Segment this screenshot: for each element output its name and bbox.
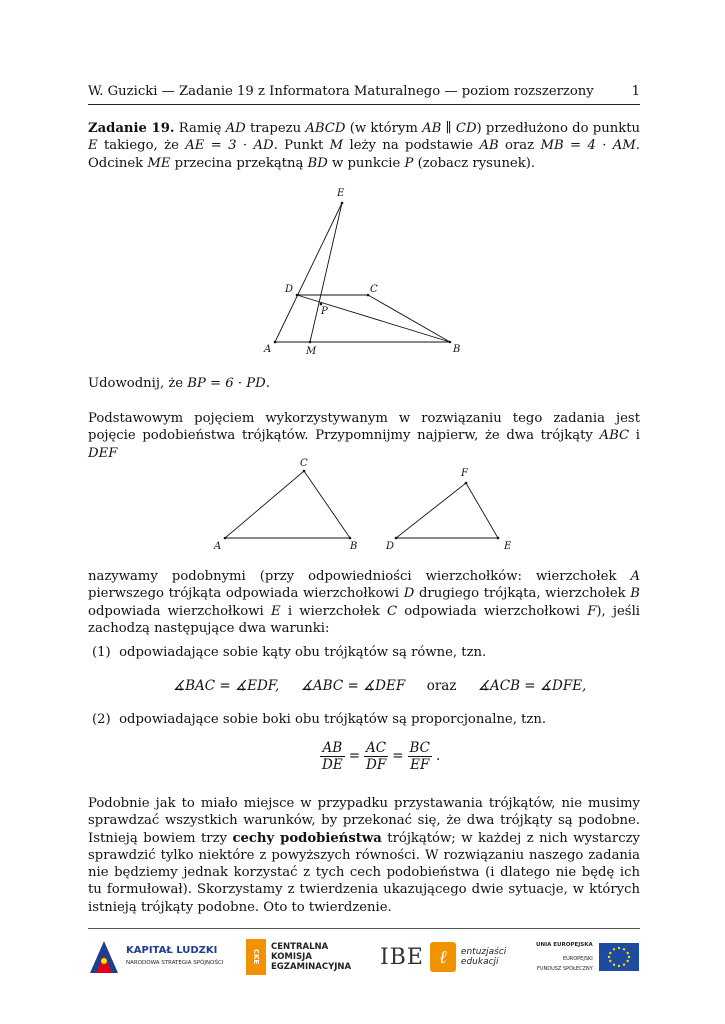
- task-label: Zadanie 19.: [88, 121, 175, 136]
- prove-end: .: [265, 376, 270, 391]
- task-text: . Odcinek: [88, 138, 640, 171]
- task-text: przecina przekątną: [170, 155, 308, 171]
- ratios-formula: [316, 740, 440, 773]
- fraction-bc-ef: [408, 740, 433, 773]
- math-bd: BD: [307, 155, 328, 171]
- closing-paragraph: [88, 795, 640, 916]
- task-text: w punkcie: [327, 155, 405, 171]
- point-p: [320, 303, 323, 306]
- closing-bold-term: cechy podobieństwa: [232, 830, 382, 846]
- condition-1: [92, 645, 486, 660]
- header-rule: [88, 104, 640, 105]
- point-f2: [465, 482, 468, 485]
- point-a: [274, 341, 277, 344]
- task-text: takiego, że: [97, 138, 186, 154]
- kapital-ludzki-logo: [88, 938, 223, 976]
- eu-line-2: EUROPEJSKI: [562, 956, 593, 962]
- entuzjasci-icon: ℓ: [430, 942, 456, 972]
- kapital-ludzki-subtitle: NARODOWA STRATEGIA SPÓJNOŚCI: [126, 960, 224, 966]
- math-mb-equation: MB = 4 · AM: [540, 138, 636, 154]
- task-statement: [88, 120, 640, 172]
- fraction-denominator: DE: [322, 757, 343, 773]
- definition-text: odpowiada wierzchołkowi: [397, 603, 588, 619]
- label-b2: B: [350, 541, 358, 552]
- cke-line-2: KOMISJA: [271, 952, 312, 962]
- equals-sign: =: [348, 748, 360, 764]
- math-e: E: [270, 603, 281, 619]
- eu-logo: [536, 938, 639, 976]
- closing-text: trójkątów; w każdej z nich wystarczy sprawdzić tylko niektóre z powyższych równości. W rozwiązaniu naszego zadania nie będziemy jednak korzystać z tych cech podobieństwa (i dlatego nie będę ich tu formułował). Skorzystamy z twierdzenia ukazującego dwie sytuacje, w których istnieją trójkąty podobne. Oto to twierdzenie.: [88, 830, 641, 915]
- definition-paragraph: [88, 568, 640, 637]
- label-d: D: [285, 284, 294, 295]
- angles-formula: [173, 678, 586, 694]
- label-e2: E: [504, 541, 512, 552]
- segment-cb: [368, 295, 450, 342]
- task-text: ) przedłużono do punktu: [476, 121, 640, 136]
- equals-sign: =: [392, 748, 404, 764]
- math-f: F: [587, 603, 597, 619]
- intro-text: i: [629, 428, 640, 444]
- segment-me: [310, 203, 342, 342]
- definition-text: ), jeśli zachodzą następujące dwa warunki:: [88, 603, 641, 636]
- task-text: oraz: [498, 138, 541, 154]
- math-e: E: [88, 138, 98, 154]
- ibe-wordmark: IBE: [380, 944, 424, 970]
- condition-text: odpowiadające sobie kąty obu trójkątów są równe, tzn.: [119, 645, 487, 660]
- math-ab-parallel-cd: AB ∥ CD: [422, 121, 477, 136]
- kapital-ludzki-title: KAPITAŁ LUDZKI: [126, 945, 218, 956]
- prove-formula: BP = 6 · PD: [187, 376, 266, 391]
- eu-flag-icon: [599, 943, 639, 971]
- eu-line-3: FUNDUSZ SPOŁECZNY: [536, 966, 593, 972]
- point-m: [309, 341, 312, 344]
- math-abc: ABC: [599, 428, 630, 444]
- point-d: [296, 294, 299, 297]
- math-d: D: [403, 586, 415, 602]
- point-b: [449, 341, 452, 344]
- angle-eq-2: ∡ABC = ∡DEF: [300, 678, 406, 694]
- math-b: B: [630, 586, 640, 602]
- label-a2: A: [214, 541, 222, 552]
- footer-rule: [88, 928, 640, 929]
- fraction-numerator: AC: [364, 740, 388, 757]
- cke-logo: [246, 938, 351, 976]
- fraction-ac-df: [364, 740, 388, 773]
- triangles-figure: [205, 452, 525, 557]
- eu-line-1: UNIA EUROPEJSKA: [536, 942, 593, 948]
- header-title: W. Guzicki — Zadanie 19 z Informatora Maturalnego — poziom rozszerzony: [88, 84, 594, 99]
- condition-2: [92, 712, 546, 727]
- point-b2: [349, 537, 352, 540]
- fraction-numerator: BC: [409, 740, 431, 756]
- task-text: leży na podstawie: [343, 138, 480, 154]
- fraction-denominator: EF: [410, 757, 430, 773]
- kapital-ludzki-icon: [88, 939, 120, 975]
- point-e2: [497, 537, 500, 540]
- math-ab: AB: [479, 138, 499, 154]
- condition-number: (2): [92, 712, 111, 727]
- condition-text: odpowiadające sobie boki obu trójkątów są proporcjonalne, tzn.: [119, 712, 547, 727]
- label-b: B: [453, 344, 461, 355]
- angle-eq-3: ∡ACB = ∡DFE,: [477, 678, 587, 694]
- math-p: P: [404, 155, 414, 171]
- definition-text: odpowiada wierzchołkowi: [88, 603, 271, 619]
- closing-text: Podobnie jak to miało miejsce w przypadku przystawania trójkątów, nie musimy sprawdzać wszystkich warunków, by przekonać się, że dwa trójkąty są podobne. Istnieją bowiem trzy: [88, 796, 640, 846]
- cke-line-3: EGZAMINACYJNA: [271, 962, 352, 972]
- cke-mark: CKE: [252, 949, 260, 965]
- math-def: DEF: [88, 445, 118, 461]
- angle-eq-1: ∡BAC = ∡EDF,: [173, 678, 280, 694]
- intro-text: Podstawowym pojęciem wykorzystywanym w rozwiązaniu tego zadania jest pojęcie podobieństwa trójkątów. Przypomnijmy najpierw, że dwa trójkąty: [88, 411, 640, 444]
- math-me: ME: [147, 155, 171, 171]
- cke-line-1: CENTRALNA: [271, 942, 329, 952]
- label-e: E: [337, 188, 345, 199]
- prove-text: Udowodnij, że: [88, 376, 188, 391]
- triangle-abc: [225, 471, 350, 538]
- task-text: Ramię: [174, 121, 226, 136]
- oraz-text: oraz: [426, 678, 457, 694]
- math-ad: AD: [225, 121, 246, 136]
- label-c2: C: [300, 458, 308, 469]
- fraction-denominator: DF: [366, 757, 387, 773]
- label-c: C: [370, 284, 378, 295]
- point-d2: [395, 537, 398, 540]
- label-f2: F: [461, 468, 468, 479]
- point-c: [367, 294, 370, 297]
- page-header: [88, 84, 640, 99]
- entuzjasci-line-1: entuzjaści: [460, 947, 507, 957]
- label-a: A: [264, 344, 272, 355]
- task-text: . Punkt: [273, 138, 330, 154]
- definition-text: drugiego trójkąta, wierzchołek: [414, 586, 631, 602]
- trapezoid-figure: [255, 180, 475, 365]
- point-e: [341, 202, 344, 205]
- condition-number: (1): [92, 645, 111, 660]
- label-d2: D: [386, 541, 395, 552]
- math-a: A: [630, 569, 640, 584]
- segment-db: [297, 295, 450, 342]
- page-number: 1: [631, 84, 640, 99]
- task-text: (w którym: [345, 121, 423, 136]
- math-m: M: [329, 138, 344, 154]
- task-text: (zobacz rysunek).: [413, 155, 536, 171]
- fraction-numerator: AB: [320, 740, 345, 757]
- prove-statement: [88, 375, 640, 392]
- point-c2: [303, 470, 306, 473]
- definition-text: pierwszego trójkąta odpowiada wierzchołkowi: [88, 586, 404, 602]
- formula-period: .: [436, 748, 441, 764]
- cke-icon: [246, 939, 266, 975]
- fraction-ab-de: [320, 740, 345, 773]
- task-text: trapezu: [245, 121, 306, 136]
- point-a2: [224, 537, 227, 540]
- label-p: P: [321, 306, 328, 317]
- math-ae-equation: AE = 3 · AD: [185, 138, 274, 154]
- math-c: C: [386, 603, 398, 619]
- definition-text: nazywamy podobnymi (przy odpowiedniości wierzchołków: wierzchołek: [88, 569, 631, 584]
- entuzjasci-line-2: edukacji: [460, 957, 499, 967]
- ibe-logo: [380, 938, 506, 976]
- math-abcd: ABCD: [305, 121, 346, 136]
- triangle-def: [396, 483, 498, 538]
- definition-text: i wierzchołek: [280, 603, 387, 619]
- segment-ae: [275, 203, 342, 342]
- label-m: M: [306, 346, 317, 357]
